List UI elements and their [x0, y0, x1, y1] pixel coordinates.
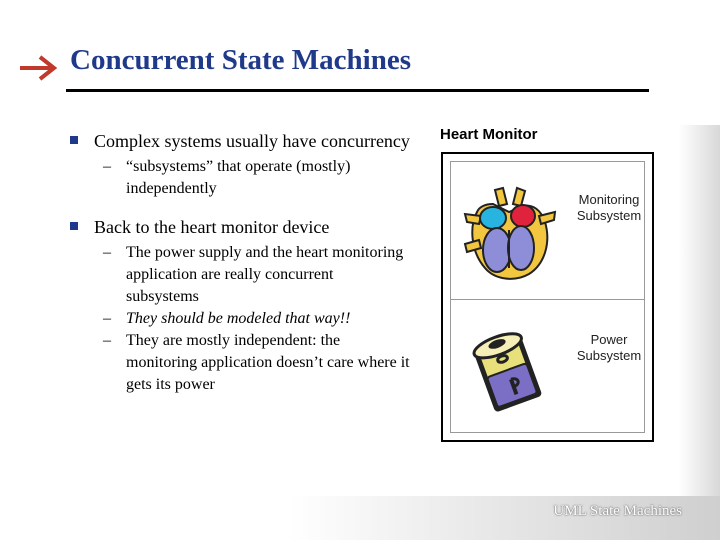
title-underline — [66, 89, 649, 92]
subsystem-container — [450, 161, 645, 433]
dash-marker-icon: – — [103, 310, 111, 327]
bullet-marker-icon — [70, 222, 78, 230]
bullet-text: Back to the heart monitor device — [94, 217, 330, 237]
monitoring-subsystem-label: Monitoring Subsystem — [576, 192, 642, 223]
right-arrow-icon — [16, 52, 60, 84]
heart-monitor-diagram — [441, 152, 654, 442]
sub-bullet-item — [70, 156, 410, 200]
bullet-list — [70, 130, 410, 396]
figure-title: Heart Monitor — [440, 126, 538, 143]
bullet-item — [70, 216, 410, 238]
subsystem-divider — [451, 299, 644, 300]
slide-title: Concurrent State Machines — [70, 44, 411, 76]
bullet-text: Complex systems usually have concurrency — [94, 131, 410, 151]
battery-icon — [463, 322, 553, 422]
power-subsystem-label: Power Subsystem — [576, 332, 642, 363]
sub-bullet-item — [70, 330, 410, 396]
dash-marker-icon: – — [103, 244, 111, 261]
heart-icon — [459, 182, 559, 286]
sub-bullet-item — [70, 242, 410, 308]
sub-bullet-text: They should be modeled that way!! — [126, 310, 351, 327]
bullet-marker-icon — [70, 136, 78, 144]
dash-marker-icon: – — [103, 158, 111, 175]
sub-bullet-text: “subsystems” that operate (mostly) independently — [126, 158, 351, 197]
sub-bullet-text: They are mostly independent: the monitoring application doesn’t care where it gets its power — [126, 332, 410, 393]
dash-marker-icon: – — [103, 332, 111, 349]
sub-bullet-item — [70, 308, 410, 330]
background-gradient-right — [678, 125, 720, 540]
footer-text: UML State Machines — [553, 503, 682, 519]
sub-bullet-text: The power supply and the heart monitoring application are really concurrent subsystems — [126, 244, 404, 305]
bullet-item — [70, 130, 410, 152]
